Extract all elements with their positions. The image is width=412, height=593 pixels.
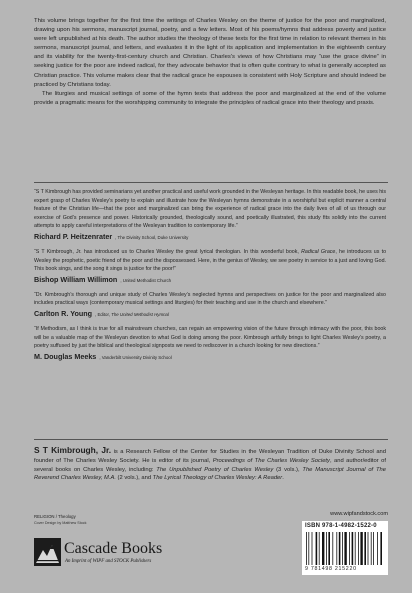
bio-book-title: The Manuscript Journal of The Reverend Charles Wesley, M.A.: [34, 466, 387, 482]
book-description: [34, 17, 386, 108]
barcode-bar: [339, 532, 341, 565]
author-bio: [34, 446, 386, 483]
barcode: [306, 532, 384, 565]
isbn-label: ISBN 978-1-4982-1522-0: [305, 523, 377, 529]
endorsement-quote: [34, 248, 386, 274]
barcode-bar: [326, 532, 327, 565]
endorsement-quote: “S T Kimbrough has provided seminarians yet another practical and useful work grounded in the Wesleyan heritage. In this readable book, he uses his expert grasp of Charles Wesley’s poetry to explain and illustrate how the Wesleyan hymns demonstrate in a worshipful but explicit manner a central feature of the Christian life—that the poor and marginalized can bring the experience of radical grace into the daily lives of all of us through our exercise of God’s presence and power. Historically grounded, theologically sound, and poetically illustrated, this study fits solidly into the current attempts to apply careful interpretations of the Wesleyan tradition to contemporary life.”: [34, 189, 386, 230]
endorsement-1: [34, 188, 386, 242]
mountain-icon: [34, 538, 61, 566]
barcode-bar: [344, 532, 346, 565]
quote-book-title: Radical Grace: [301, 248, 336, 255]
bio-book-title: The Lyrical Theology of Charles Wesley: A Reader: [152, 475, 283, 482]
bio-text: .: [282, 475, 284, 482]
cover-credit: Cover Design by Matthew Stock: [34, 521, 87, 525]
barcode-bar: [360, 532, 362, 565]
bio-text: , and author/editor of several books on Charles Wesley, including:: [34, 457, 386, 473]
endorsement-quote: “If Methodism, as I think is true for all mainstream churches, can regain an empowering vision of the future through intimacy with the poor, this book will be a valuable map of the Wesleyan devotion to what God is doing among the poor. Kimbrough artfully brings to light Charles Wesley’s poetry, a poetry suffused by just the biblical and theological signposts we need to rediscover in a church looking for new directions.”: [34, 325, 386, 350]
role-publication: The United Methodist Hymnal: [111, 311, 169, 317]
bio-text: (3 vols.),: [273, 466, 303, 473]
divider-top: [34, 182, 388, 183]
endorser-role: , The Divinity School, Duke University: [115, 234, 189, 240]
barcode-bar: [306, 532, 307, 565]
endorser-role: , United Methodist Church: [120, 277, 172, 283]
barcode-bar: [349, 532, 350, 565]
endorsement-attribution: [34, 232, 386, 242]
endorsement-attribution: [34, 275, 386, 285]
quote-text: , he introduces us to Wesley the prophetic, poetic friend of the poor and the dispossessed. Here, in the genius of Wesley, we see poetry in service to a just and loving God. This book sings, and the song it sings is justice for the poor!”: [34, 248, 387, 273]
barcode-bar: [352, 532, 354, 565]
publisher-website[interactable]: www.wipfandstock.com: [330, 511, 388, 517]
divider-bottom: [34, 439, 388, 440]
publisher-logo: [34, 538, 184, 572]
barcode-bar: [328, 532, 330, 565]
bio-text: (2 vols.), and: [115, 475, 153, 482]
author-name: S T Kimbrough, Jr.: [34, 445, 112, 455]
barcode-bar: [308, 532, 309, 565]
bio-text: is a Research Fellow of the Center for Studies in the Wesleyan Tradition of Duke Divinity School and founder of The Charles Wesley Society. He is editor of its journal,: [34, 449, 386, 464]
quote-text: “S T Kimbrough, Jr. has introduced us to Charles Wesley the great lyrical theologian. In this wonderful book,: [34, 248, 302, 255]
publisher-name: Cascade Books: [64, 540, 163, 557]
endorser-role: , Vanderbilt University Divinity School: [99, 354, 172, 360]
endorser-name: Richard P. Heitzenrater: [34, 231, 113, 241]
barcode-panel: [302, 521, 388, 575]
description-paragraph-1: This volume brings together for the first time the writings of Charles Wesley on the theme of justice for the poor and marginalized, drawing upon his sermons, manuscript journal, poetry, and a few letters. Most of his poems/hymns that address poverty and justice were left unpublished at his death. The author studies the theology of these texts for the first time in relation to relevant themes in his sermons, manuscript journal, and letters, and evaluates it in the light of its application and implementation in the eighteenth century and its viability for the twenty-first-century church and Christian. Charles's views of how Christians may “use the grace divine” in seeking justice for the poor are indeed radical, for they advocate behavior that is often quite contrary to what is generally accepted as Christian practice. This volume makes clear that the radical grace he espouses is consistent with Holy Scripture and should indeed be practiced by Christians today.: [34, 18, 386, 88]
endorsement-4: [34, 325, 386, 362]
endorser-name: M. Douglas Meeks: [34, 351, 97, 361]
endorsement-quote: “Dr. Kimbrough’s thorough and unique study of Charles Wesley’s neglected hymns and perspectives on justice for the poor and marginalized also includes practical ways (contemporary musical settings and liturgies) for their teaching and use in the church and elsewhere.”: [34, 291, 386, 307]
endorsements: [34, 188, 386, 368]
endorsement-2: [34, 248, 386, 285]
endorser-role: [95, 312, 169, 317]
barcode-bar: [342, 532, 343, 565]
barcode-bar: [319, 532, 320, 565]
barcode-bar: [377, 532, 378, 565]
barcode-bar: [380, 532, 382, 565]
barcode-bar: [312, 532, 313, 565]
endorsement-attribution: [34, 352, 386, 362]
barcode-bar: [373, 532, 374, 565]
book-category: RELIGION / Theology: [34, 514, 76, 519]
publisher-tagline: An Imprint of WIPF and STOCK Publishers: [65, 559, 152, 564]
role-text: , Editor,: [95, 311, 112, 317]
description-paragraph-2: The liturgies and musical settings of some of the hymn texts that address the poor and marginalized at the end of the volume provide a pragmatic means for the worshipping community to integrate the principles of radical grace into their theology and praxis.: [34, 90, 386, 106]
barcode-bar: [322, 532, 324, 565]
barcode-bar: [368, 532, 369, 565]
barcode-bar: [316, 532, 318, 565]
endorsement-attribution: [34, 309, 386, 319]
endorsement-3: [34, 291, 386, 319]
bio-journal-title: Proceedings of The Charles Wesley Society: [212, 457, 330, 464]
barcode-bar: [336, 532, 337, 565]
barcode-bar: [371, 532, 372, 565]
barcode-bar: [355, 532, 356, 565]
endorser-name: Bishop William Willimon: [34, 274, 118, 284]
endorser-name: Carlton R. Young: [34, 308, 93, 318]
barcode-bar: [358, 532, 359, 565]
bio-book-title: The Unpublished Poetry of Charles Wesley: [156, 466, 274, 473]
barcode-digits: 9 781498 215220: [305, 566, 357, 572]
barcode-bar: [364, 532, 366, 565]
barcode-bar: [332, 532, 333, 565]
